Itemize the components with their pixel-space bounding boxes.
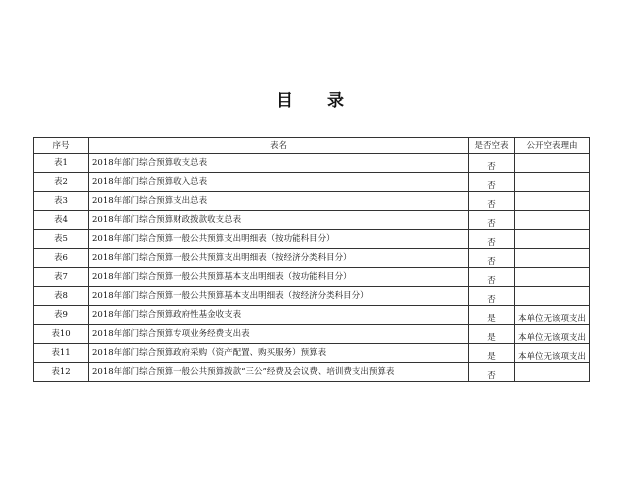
catalog-table (33, 137, 590, 382)
table-header-row (34, 138, 590, 154)
row-empty-reason: 本单位无该项支出 (515, 344, 590, 363)
row-serial: 表6 (34, 249, 89, 268)
row-is-empty: 是 (469, 306, 515, 325)
row-serial: 表8 (34, 287, 89, 306)
table-row (34, 306, 590, 325)
row-table-name: 2018年部门综合预算财政拨款收支总表 (89, 211, 469, 230)
row-table-name: 2018年部门综合预算一般公共预算拨款“三公”经费及会议费、培训费支出预算表 (89, 363, 469, 382)
table-row (34, 192, 590, 211)
row-serial: 表2 (34, 173, 89, 192)
table-row (34, 325, 590, 344)
row-table-name: 2018年部门综合预算一般公共预算基本支出明细表（按经济分类科目分） (89, 287, 469, 306)
header-empty-reason: 公开空表理由 (515, 138, 590, 154)
header-is-empty: 是否空表 (469, 138, 515, 154)
row-serial: 表11 (34, 344, 89, 363)
row-serial: 表4 (34, 211, 89, 230)
row-empty-reason (515, 230, 590, 249)
row-is-empty: 否 (469, 154, 515, 173)
header-serial: 序号 (34, 138, 89, 154)
row-empty-reason: 本单位无该项支出 (515, 325, 590, 344)
row-is-empty: 否 (469, 211, 515, 230)
table-row (34, 287, 590, 306)
row-serial: 表7 (34, 268, 89, 287)
row-empty-reason (515, 173, 590, 192)
row-table-name: 2018年部门综合预算收入总表 (89, 173, 469, 192)
row-empty-reason (515, 192, 590, 211)
table-row (34, 211, 590, 230)
row-serial: 表3 (34, 192, 89, 211)
page-title: 目 录 (276, 91, 358, 111)
row-serial: 表9 (34, 306, 89, 325)
row-table-name: 2018年部门综合预算专项业务经费支出表 (89, 325, 469, 344)
row-serial: 表5 (34, 230, 89, 249)
row-table-name: 2018年部门综合预算一般公共预算支出明细表（按经济分类科目分） (89, 249, 469, 268)
row-table-name: 2018年部门综合预算支出总表 (89, 192, 469, 211)
row-empty-reason (515, 249, 590, 268)
header-table-name: 表名 (89, 138, 469, 154)
row-is-empty: 否 (469, 268, 515, 287)
row-serial: 表1 (34, 154, 89, 173)
row-table-name: 2018年部门综合预算政府性基金收支表 (89, 306, 469, 325)
row-is-empty: 是 (469, 344, 515, 363)
row-is-empty: 是 (469, 325, 515, 344)
table-row (34, 363, 590, 382)
row-empty-reason (515, 287, 590, 306)
row-serial: 表12 (34, 363, 89, 382)
row-table-name: 2018年部门综合预算一般公共预算支出明细表（按功能科目分） (89, 230, 469, 249)
table-row (34, 344, 590, 363)
row-empty-reason (515, 154, 590, 173)
row-is-empty: 否 (469, 287, 515, 306)
row-empty-reason (515, 363, 590, 382)
row-serial: 表10 (34, 325, 89, 344)
row-empty-reason (515, 268, 590, 287)
row-table-name: 2018年部门综合预算政府采购（资产配置、购买服务）预算表 (89, 344, 469, 363)
table-row (34, 249, 590, 268)
row-is-empty: 否 (469, 192, 515, 211)
row-is-empty: 否 (469, 230, 515, 249)
row-is-empty: 否 (469, 363, 515, 382)
row-table-name: 2018年部门综合预算收支总表 (89, 154, 469, 173)
table-row (34, 154, 590, 173)
row-empty-reason (515, 211, 590, 230)
row-table-name: 2018年部门综合预算一般公共预算基本支出明细表（按功能科目分） (89, 268, 469, 287)
row-empty-reason: 本单位无该项支出 (515, 306, 590, 325)
table-row (34, 268, 590, 287)
table-row (34, 173, 590, 192)
table-row (34, 230, 590, 249)
row-is-empty: 否 (469, 173, 515, 192)
row-is-empty: 否 (469, 249, 515, 268)
